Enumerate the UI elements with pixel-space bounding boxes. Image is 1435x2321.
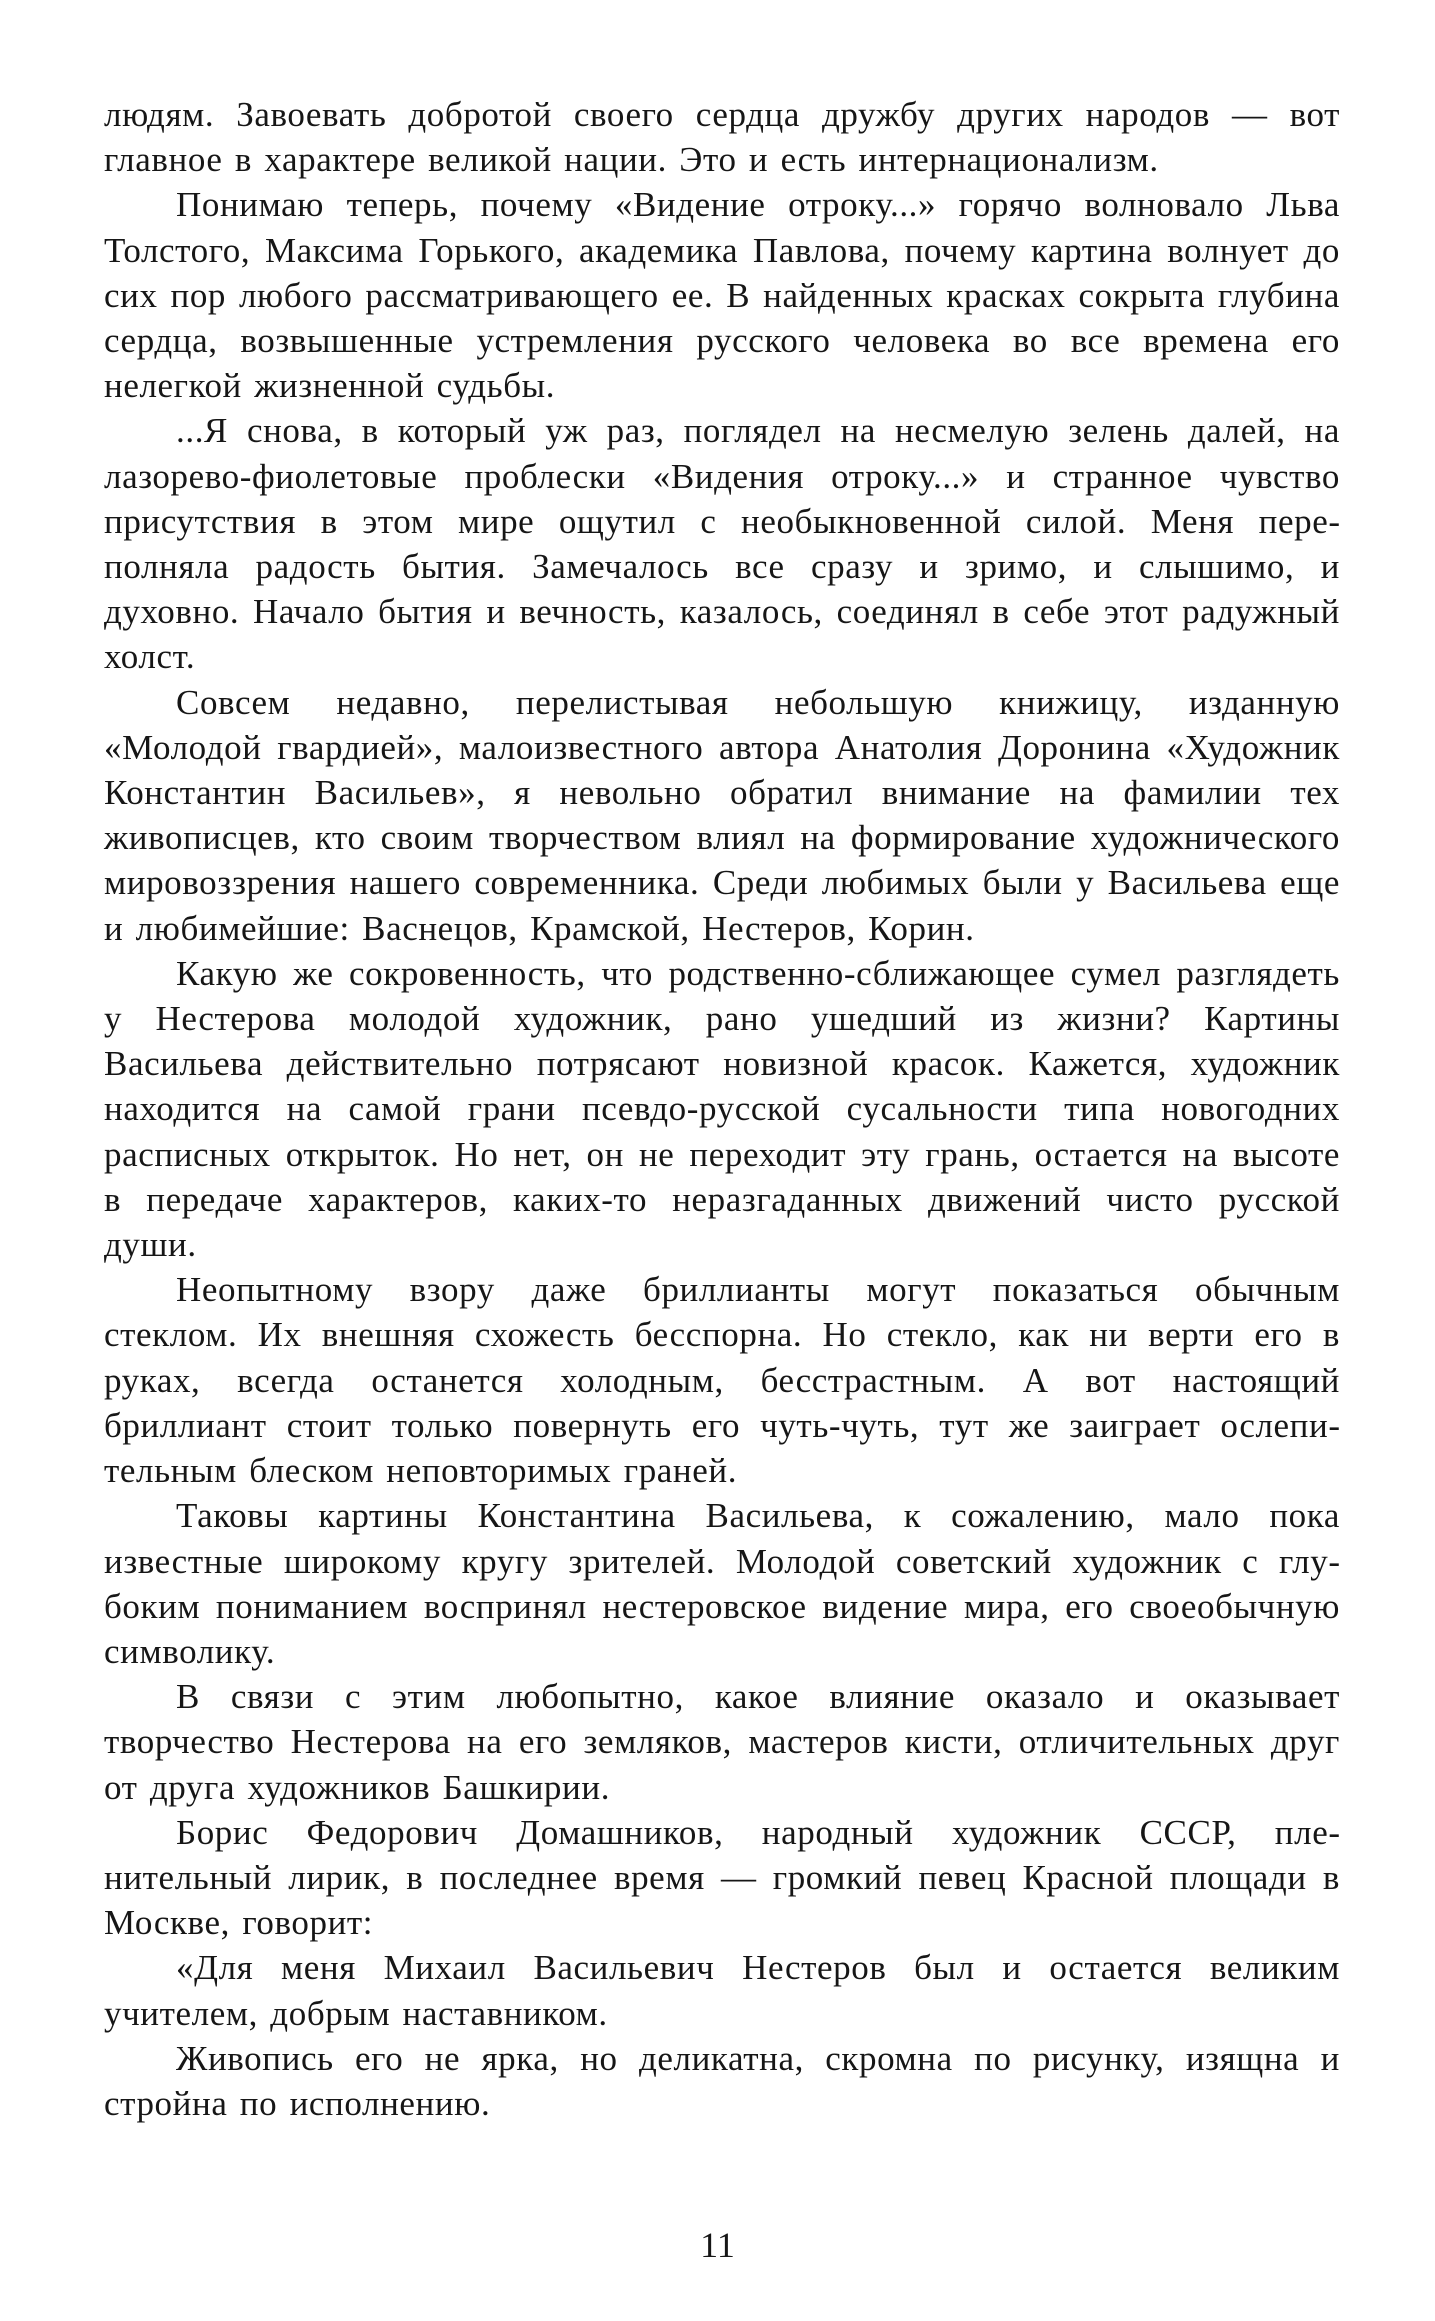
paragraph-4: Совсем недавно, перелистывая небольшую книжицу, изданную «Молодой гвардией», малоизвестного автора Анатолия Доронина «Художник Константин Васильев», я невольно обратил внимание на фамилии тех живописцев, кто своим творчеством влиял на формирование художнического мировоззрения нашего современника. Среди любимых были у Васильева еще и любимейшие: Васнецов, Крамской, Нестеров, Корин. [104,682,1340,948]
paragraph-10: «Для меня Михаил Васильевич Нестеров был и остается великим учителем, добрым наставником. [104,1948,1340,2033]
paragraph-8: В связи с этим любопытно, какое влияние оказало и оказывает творчество Нестерова на его земляков, мастеров кисти, отличительных друг от друга художников Башкирии. [104,1677,1340,1807]
page-body [104,92,1340,2126]
page-number: 11 [700,2225,735,2265]
paragraph-3: ...Я снова, в который уж раз, поглядел на несмелую зелень далей, на лазорево-фиолетовые проблески «Видения отроку...» и странное чувство присутствия в этом мире ощутил с необыкновенной силой. Меня переполняла радость бытия. Замечалось все сразу и зримо, и слышимо, и духовно. Начало бытия и вечность, казалось, соединял в себе этот радужный холст. [104,411,1340,677]
paragraph-11: Живопись его не ярка, но деликатна, скромна по рисунку, изящна и стройна по исполнению. [104,2038,1340,2123]
paragraph-9: Борис Федорович Домашников, народный художник СССР, пленительный лирик, в последнее время — громкий певец Красной площади в Москве, говорит: [104,1812,1340,1943]
paragraph-7: Таковы картины Константина Васильева, к сожалению, мало пока известные широкому кругу зрителей. Молодой советский художник с глубоким пониманием воспринял нестеровское видение мира, его своеобычную символику. [104,1496,1340,1671]
paragraph-1: людям. Завоевать добротой своего сердца дружбу других народов — вот главное в характере великой нации. Это и есть интернационализм. [104,95,1340,180]
paragraph-5: Какую же сокровенность, что родственно-сближающее сумел разглядеть у Нестерова молодой художник, рано ушедший из жизни? Картины Васильева действительно потрясают новизной красок. Кажется, художник находится на самой грани псевдо-русской сусальности типа новогодних расписных открыток. Но нет, он не переходит эту грань, остается на высоте в передаче характеров, каких-то неразгаданных движений чисто русской души. [104,953,1340,1265]
paragraph-6: Неопытному взору даже бриллианты могут показаться обычным стеклом. Их внешняя схожесть бесспорна. Но стекло, как ни верти его в руках, всегда останется холодным, бесстрастным. А вот настоящий бриллиант стоит только повернуть его чуть-чуть, тут же заиграет ослепительным блеском неповторимых граней. [104,1270,1340,1491]
paragraph-2: Понимаю теперь, почему «Видение отроку...» горячо волновало Льва Толстого, Максима Горького, академика Павлова, почему картина волнует до сих пор любого рассматривающего ее. В найденных красках сокрыта глубина сердца, возвышенные устремления русского человека во все времена его нелегкой жизненной судьбы. [104,185,1340,406]
